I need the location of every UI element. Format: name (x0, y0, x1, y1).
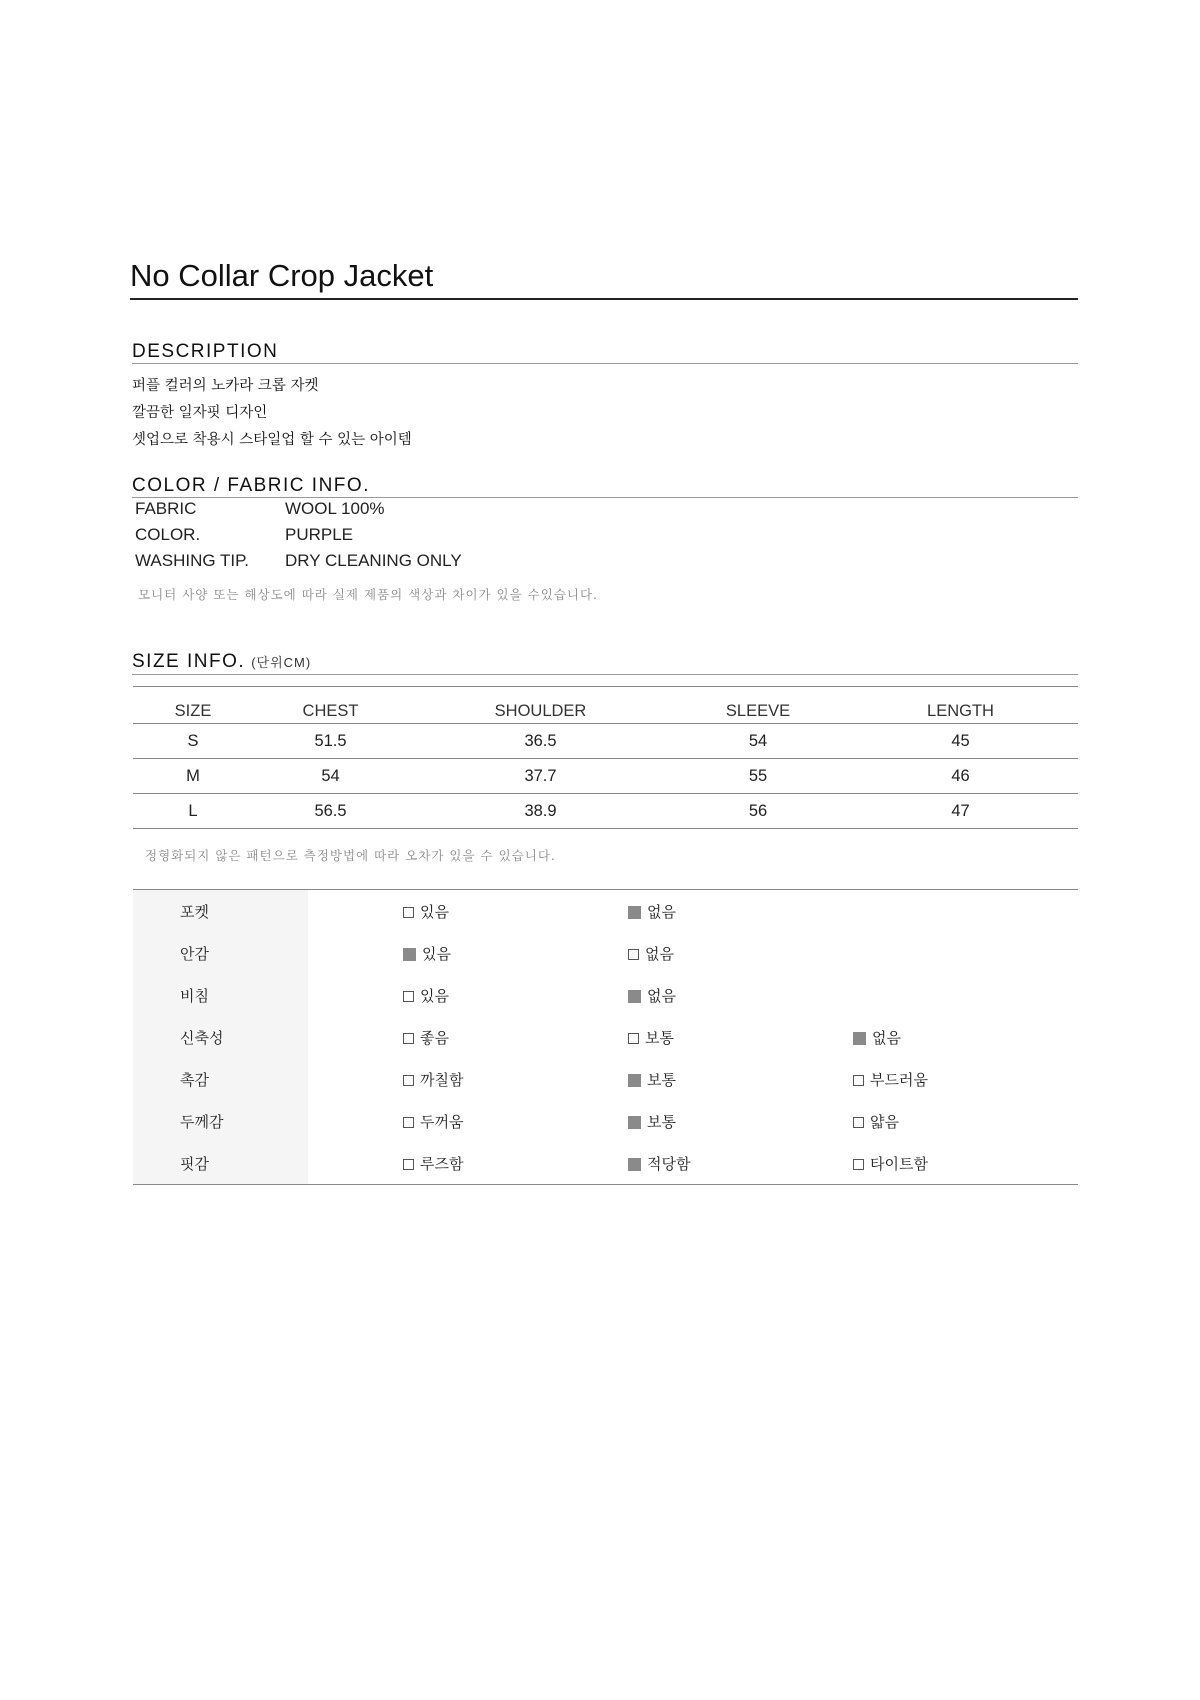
attribute-option (308, 1058, 628, 1100)
attribute-row (133, 932, 1078, 974)
attribute-option (308, 1142, 628, 1185)
attribute-label: 안감 (133, 932, 308, 974)
option-label: 부드러움 (869, 1070, 928, 1089)
shoulder-cell: 37.7 (408, 759, 673, 794)
unchecked-box-icon (403, 1075, 414, 1086)
option-label: 얇음 (869, 1112, 899, 1131)
shoulder-cell: 38.9 (408, 794, 673, 829)
attribute-option (628, 1058, 853, 1100)
option-label: 있음 (421, 944, 451, 963)
attribute-option (628, 1142, 853, 1185)
attribute-option (628, 1100, 853, 1142)
description-line: 셋업으로 착용시 스타일업 할 수 있는 아이템 (132, 432, 412, 448)
table-row (133, 759, 1078, 794)
attribute-option (853, 1058, 1078, 1100)
attribute-label: 두께감 (133, 1100, 308, 1142)
attribute-label: 포켓 (133, 890, 308, 933)
attribute-label: 핏감 (133, 1142, 308, 1185)
unchecked-box-icon (403, 907, 414, 918)
sleeve-cell: 54 (673, 724, 843, 759)
fabric-label: FABRIC (135, 499, 197, 518)
empty-cell (853, 932, 1078, 974)
checked-box-icon (853, 1032, 866, 1045)
color-disclaimer: 모니터 사양 또는 해상도에 따라 실제 제품의 색상과 차이가 있을 수있습니다. (138, 587, 599, 602)
checked-box-icon (628, 990, 641, 1003)
attribute-option (628, 932, 853, 974)
attribute-label: 신축성 (133, 1016, 308, 1058)
column-header: CHEST (253, 687, 408, 724)
attribute-table (133, 889, 1078, 1185)
column-header: SIZE (133, 687, 253, 724)
empty-cell (853, 890, 1078, 933)
attribute-row (133, 1058, 1078, 1100)
attribute-option (853, 1142, 1078, 1185)
washing-tip-value: DRY CLEANING ONLY (285, 551, 462, 570)
length-cell: 45 (843, 724, 1078, 759)
chest-cell: 56.5 (253, 794, 408, 829)
size-cell: L (133, 794, 253, 829)
attribute-option (853, 1100, 1078, 1142)
color-label: COLOR. (135, 525, 201, 544)
checked-box-icon (403, 948, 416, 961)
attribute-option (308, 974, 628, 1016)
option-label: 없음 (646, 902, 676, 921)
option-label: 보통 (646, 1070, 676, 1089)
size-info-heading (132, 651, 1078, 675)
attribute-label: 촉감 (133, 1058, 308, 1100)
unchecked-box-icon (853, 1075, 864, 1086)
option-label: 적당함 (646, 1154, 691, 1173)
column-header: SLEEVE (673, 687, 843, 724)
fabric-value: WOOL 100% (285, 499, 385, 518)
empty-cell (853, 974, 1078, 1016)
attribute-option (853, 1016, 1078, 1058)
unchecked-box-icon (403, 1033, 414, 1044)
shoulder-cell: 36.5 (408, 724, 673, 759)
sleeve-cell: 55 (673, 759, 843, 794)
chest-cell: 51.5 (253, 724, 408, 759)
measurement-disclaimer: 정형화되지 않은 패턴으로 측정방법에 따라 오차가 있을 수 있습니다. (145, 848, 556, 863)
attribute-label: 비침 (133, 974, 308, 1016)
description-line: 퍼플 컬러의 노카라 크롭 자켓 (132, 378, 319, 394)
description-lines (132, 373, 412, 454)
sleeve-cell: 56 (673, 794, 843, 829)
attribute-option (308, 932, 628, 974)
option-label: 보통 (646, 1112, 676, 1131)
size-info-title: SIZE INFO. (132, 651, 246, 672)
checked-box-icon (628, 1116, 641, 1129)
attribute-row (133, 890, 1078, 933)
option-label: 없음 (646, 986, 676, 1005)
attribute-option (628, 890, 853, 933)
option-label: 없음 (871, 1028, 901, 1047)
attribute-option (308, 1100, 628, 1142)
option-label: 타이트함 (869, 1154, 928, 1173)
unchecked-box-icon (628, 1033, 639, 1044)
column-header: SHOULDER (408, 687, 673, 724)
attribute-option (628, 974, 853, 1016)
option-label: 있음 (419, 986, 449, 1005)
table-row (133, 724, 1078, 759)
option-label: 있음 (419, 902, 449, 921)
unchecked-box-icon (403, 991, 414, 1002)
attribute-row (133, 1142, 1078, 1185)
option-label: 두꺼움 (419, 1112, 464, 1131)
size-unit: (단위CM) (251, 655, 312, 670)
unchecked-box-icon (403, 1159, 414, 1170)
length-cell: 46 (843, 759, 1078, 794)
color-value: PURPLE (285, 525, 354, 544)
product-title: No Collar Crop Jacket (130, 258, 1078, 300)
length-cell: 47 (843, 794, 1078, 829)
size-cell: S (133, 724, 253, 759)
unchecked-box-icon (403, 1117, 414, 1128)
attribute-option (308, 1016, 628, 1058)
checked-box-icon (628, 1074, 641, 1087)
option-label: 보통 (644, 1028, 674, 1047)
attribute-row (133, 1100, 1078, 1142)
checked-box-icon (628, 1158, 641, 1171)
table-row (133, 794, 1078, 829)
column-header: LENGTH (843, 687, 1078, 724)
attribute-option (308, 890, 628, 933)
description-line: 깔끔한 일자핏 디자인 (132, 405, 268, 421)
washing-tip-label: WASHING TIP. (135, 551, 249, 570)
attribute-row (133, 974, 1078, 1016)
checked-box-icon (628, 906, 641, 919)
option-label: 까칠함 (419, 1070, 464, 1089)
description-heading: DESCRIPTION (132, 341, 1078, 364)
option-label: 좋음 (419, 1028, 449, 1047)
size-cell: M (133, 759, 253, 794)
unchecked-box-icon (853, 1159, 864, 1170)
chest-cell: 54 (253, 759, 408, 794)
option-label: 없음 (644, 944, 674, 963)
fabric-info-heading: COLOR / FABRIC INFO. (132, 475, 1078, 498)
unchecked-box-icon (853, 1117, 864, 1128)
option-label: 루즈함 (419, 1154, 464, 1173)
size-table-header (133, 687, 1078, 724)
unchecked-box-icon (628, 949, 639, 960)
size-table (133, 686, 1078, 829)
attribute-option (628, 1016, 853, 1058)
attribute-row (133, 1016, 1078, 1058)
